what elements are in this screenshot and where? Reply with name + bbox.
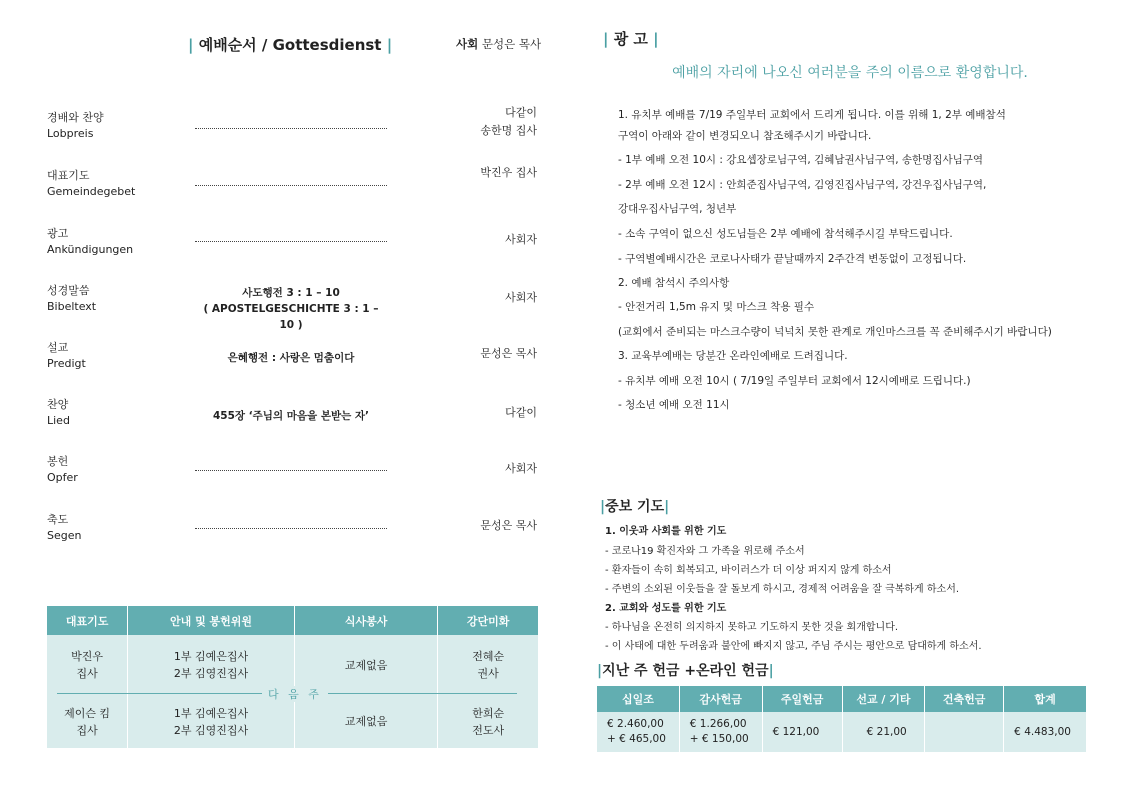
header-mission: 선교 / 기타: [842, 686, 925, 712]
order-row-bible: 성경말씀 Bibeltext 사도행전 3 : 1 – 10 ( APOSTELGESCHICHTE 3 : 1 – 10 ) 사회자: [47, 284, 537, 331]
ads-title: | 광 고 |: [603, 30, 659, 48]
order-row-worship: 경배와 찬양 Lobpreis 다같이 송한명 집사: [47, 106, 537, 140]
total-value: € 4.483,00: [1004, 712, 1087, 752]
notice-line: - 소속 구역이 없으신 성도님들은 2부 예배에 참석해주시길 부탁드립니다.: [618, 228, 953, 240]
service-duty-table: [47, 606, 539, 748]
header-meal: 식사봉사: [294, 606, 437, 635]
this-week-guide: 1부 김예은집사 2부 김영진집사: [128, 635, 295, 695]
notice-line: 구역이 아래와 같이 변경되오니 참조해주시기 바랍니다.: [618, 130, 872, 142]
mission-value: € 21,00: [842, 712, 925, 752]
prayer-heading: 2. 교회와 성도를 위한 기도: [605, 603, 727, 614]
header-altar: 강단미화: [438, 606, 539, 635]
notice-line: - 구역별예배시간은 코로나사태가 끝날때까지 2주간격 변동없이 고정됩니다.: [618, 253, 967, 265]
notice-line: - 1부 예배 오전 10시 : 강요셉장로님구역, 김혜남권사님구역, 송한명집사님구역: [618, 154, 984, 166]
header-sunday: 주일헌금: [762, 686, 842, 712]
header-tithe: 십일조: [597, 686, 679, 712]
notice-line: - 2부 예배 오전 12시 : 안희준집사님구역, 김영진집사님구역, 강건우집사님구역,: [618, 179, 987, 191]
prayer-line: - 코로나19 확진자와 그 가족을 위로해 주소서: [605, 546, 805, 557]
header-total: 합계: [1004, 686, 1087, 712]
prayer-line: - 하나님을 온전히 의지하지 못하고 기도하지 못한 것을 회개합니다.: [605, 622, 899, 633]
sunday-value: € 121,00: [762, 712, 842, 752]
order-row-prayer: 대표기도 Gemeindegebet 박진우 집사: [47, 166, 537, 198]
prayer-line: - 환자들이 속히 회복되고, 바이러스가 더 이상 퍼지지 않게 하소서: [605, 565, 892, 576]
prayer-line: - 주변의 소외된 이웃들을 잘 돌보게 하시고, 경제적 어려움을 잘 극복하게 하소서.: [605, 584, 960, 595]
notice-line: 2. 예배 참석시 주의사항: [618, 277, 730, 289]
offering-table: [597, 686, 1087, 752]
next-week-label: 다 음 주: [262, 686, 328, 702]
order-row-song: 찬양 Lied 455장 ‘주님의 마음을 본받는 자’ 다같이: [47, 398, 537, 427]
offering-title: |지난 주 헌금 +온라인 헌금|: [597, 663, 774, 679]
order-row-offering: 봉헌 Opfer 사회자: [47, 455, 537, 484]
next-week-altar: 한희순 전도사: [438, 695, 539, 748]
prayer-line: - 이 사태에 대한 두려움과 불안에 빠지지 않고, 주님 주시는 평안으로 담대하게 하소서.: [605, 641, 982, 652]
tithe-value: € 2.460,00 + € 465,00: [597, 712, 679, 752]
header-thanks: 감사헌금: [679, 686, 762, 712]
this-week-altar: 전혜순 권사: [438, 635, 539, 695]
order-row-announcements: 광고 Ankündigungen 사회자: [47, 227, 537, 256]
this-week-prayer: 박진우 집사: [47, 635, 128, 695]
order-title: | 예배순서 / Gottesdienst |: [188, 36, 393, 54]
notice-line: - 안전거리 1,5m 유지 및 마스크 착용 필수: [618, 301, 815, 313]
notice-line: - 청소년 예배 오전 11시: [618, 399, 730, 411]
order-row-sermon: 설교 Predigt 은혜행전 : 사랑은 멈춤이다 문성은 목사: [47, 341, 537, 370]
notice-line: - 유치부 예배 오전 10시 ( 7/19일 주일부터 교회에서 12시예배로 드립니다.): [618, 375, 971, 387]
notice-line: (교회에서 준비되는 마스크수량이 넉넉치 못한 관계로 개인마스크를 꼭 준비해주시기 바랍니다): [618, 326, 1052, 338]
header-building: 건축헌금: [925, 686, 1004, 712]
notice-line: 3. 교육부예배는 당분간 온라인예배로 드려집니다.: [618, 350, 848, 362]
thanks-value: € 1.266,00 + € 150,00: [679, 712, 762, 752]
next-week-guide: 1부 김예은집사 2부 김영진집사: [128, 695, 295, 748]
this-week-meal: 교제없음: [294, 635, 437, 695]
notice-line: 1. 유치부 예배를 7/19 주일부터 교회에서 드리게 됩니다. 이를 위해 1, 2부 예배참석: [618, 109, 1006, 121]
welcome-message: 예배의 자리에 나오신 여러분을 주의 이름으로 환영합니다.: [672, 65, 1028, 81]
notice-line: 강대우집사님구역, 청년부: [618, 203, 737, 215]
next-week-prayer: 제이슨 킴 집사: [47, 695, 128, 748]
prayer-heading: 1. 이웃과 사회를 위한 기도: [605, 526, 727, 537]
header-prayer: 대표기도: [47, 606, 128, 635]
service-leader: 사회 문성은 목사: [456, 37, 542, 51]
prayer-title: |중보 기도|: [600, 499, 670, 515]
building-value: [925, 712, 1004, 752]
header-guide: 안내 및 봉헌위원: [128, 606, 295, 635]
order-row-blessing: 축도 Segen 문성은 목사: [47, 513, 537, 542]
next-week-meal: 교제없음: [294, 695, 437, 748]
